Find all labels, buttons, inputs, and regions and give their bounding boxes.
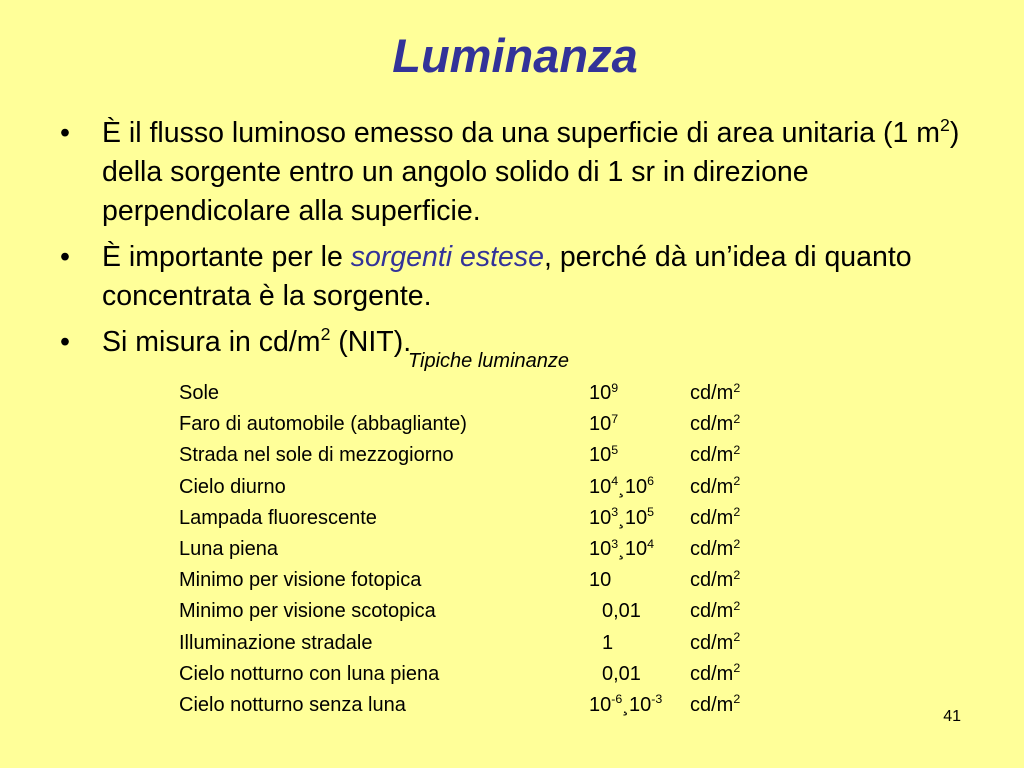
unit-base: cd/m bbox=[690, 569, 734, 592]
range-separator: ¸ bbox=[618, 537, 625, 560]
bullet-text: Si misura in cd/m bbox=[102, 326, 321, 358]
row-value bbox=[602, 596, 641, 627]
row-value bbox=[589, 565, 611, 596]
unit-exponent: 2 bbox=[733, 661, 741, 676]
row-unit bbox=[690, 472, 740, 503]
value-exponent: 7 bbox=[611, 411, 619, 426]
bullet-list bbox=[60, 114, 965, 362]
value-exponent: -3 bbox=[651, 692, 663, 707]
value-exponent: 4 bbox=[611, 474, 619, 489]
row-value bbox=[589, 409, 618, 440]
unit-base: cd/m bbox=[690, 537, 734, 560]
value-base: 10 bbox=[589, 413, 612, 436]
value-exponent: 6 bbox=[647, 474, 654, 489]
table-row bbox=[179, 659, 819, 690]
value-base: 10 bbox=[624, 475, 648, 498]
row-unit bbox=[690, 534, 740, 565]
row-label: Strada nel sole di mezzogiorno bbox=[179, 444, 454, 467]
unit-exponent: 2 bbox=[733, 630, 741, 645]
value-base: 10 bbox=[589, 537, 612, 560]
unit-base: cd/m bbox=[690, 444, 734, 467]
row-value bbox=[589, 503, 654, 534]
row-unit bbox=[690, 690, 740, 721]
unit-base: cd/m bbox=[690, 631, 734, 654]
row-value bbox=[589, 440, 618, 471]
unit-exponent: 2 bbox=[733, 442, 741, 457]
value-exponent: 3 bbox=[611, 505, 619, 520]
emphasis-text: sorgenti estese bbox=[350, 241, 544, 273]
table-row bbox=[179, 409, 819, 440]
value-base: 10 bbox=[589, 569, 612, 592]
row-label: Minimo per visione fotopica bbox=[179, 569, 422, 592]
row-unit bbox=[690, 409, 740, 440]
row-label: Cielo diurno bbox=[179, 475, 286, 498]
value-base: 10 bbox=[589, 382, 612, 404]
unit-base: cd/m bbox=[690, 662, 734, 685]
unit-exponent: 2 bbox=[733, 380, 741, 395]
row-unit bbox=[690, 378, 740, 409]
bullet-text: (NIT). bbox=[330, 326, 412, 358]
row-label: Luna piena bbox=[179, 537, 278, 560]
unit-exponent: 2 bbox=[733, 411, 741, 426]
slide-title: Luminanza bbox=[392, 29, 638, 82]
unit-base: cd/m bbox=[690, 475, 734, 498]
value-base: 0,01 bbox=[602, 662, 641, 685]
bullet-dot-icon: • bbox=[60, 326, 70, 358]
luminance-table bbox=[179, 378, 819, 721]
unit-exponent: 2 bbox=[733, 474, 741, 489]
value-exponent: 5 bbox=[611, 442, 619, 457]
table-row bbox=[179, 440, 819, 471]
table-row bbox=[179, 503, 819, 534]
table-row bbox=[179, 690, 819, 721]
unit-base: cd/m bbox=[690, 506, 734, 529]
value-exponent: 5 bbox=[647, 505, 654, 520]
value-base: 1 bbox=[602, 631, 614, 654]
row-unit bbox=[690, 503, 740, 534]
bullet-text: , perché dà un’idea di quanto concentrata è la sorgente. bbox=[102, 241, 912, 312]
superscript: 2 bbox=[320, 324, 331, 345]
range-separator: ¸ bbox=[618, 506, 625, 529]
value-base: 10 bbox=[624, 537, 648, 560]
table-row bbox=[179, 472, 819, 503]
row-label: Minimo per visione scotopica bbox=[179, 600, 436, 623]
bullet-item-importance bbox=[60, 238, 965, 316]
bullet-item-definition bbox=[60, 114, 965, 231]
row-unit bbox=[690, 440, 740, 471]
value-exponent: 4 bbox=[647, 536, 654, 551]
row-label: Sole bbox=[179, 382, 220, 404]
value-exponent: 9 bbox=[611, 380, 619, 395]
table-row bbox=[179, 534, 819, 565]
row-label: Cielo notturno senza luna bbox=[179, 693, 406, 716]
page-number: 41 bbox=[943, 708, 961, 725]
bullet-dot-icon: • bbox=[60, 241, 70, 273]
row-value bbox=[589, 378, 618, 409]
table-row bbox=[179, 628, 819, 659]
bullet-text: ) della sorgente entro un angolo solido di 1 sr in direzione perpendicolare alla superficie. bbox=[102, 117, 960, 227]
value-base: 0,01 bbox=[602, 600, 641, 623]
value-base: 10 bbox=[589, 475, 612, 498]
unit-exponent: 2 bbox=[733, 692, 741, 707]
value-exponent: 3 bbox=[611, 536, 619, 551]
unit-exponent: 2 bbox=[733, 567, 741, 582]
unit-base: cd/m bbox=[690, 693, 734, 716]
row-unit bbox=[690, 596, 740, 627]
row-label: Faro di automobile (abbagliante) bbox=[179, 413, 467, 436]
table-caption: Tipiche luminanze bbox=[408, 350, 570, 372]
value-base: 10 bbox=[589, 506, 612, 529]
row-label: Illuminazione stradale bbox=[179, 631, 373, 654]
row-value bbox=[589, 690, 662, 721]
value-exponent: -6 bbox=[611, 692, 623, 707]
row-unit bbox=[690, 565, 740, 596]
row-label: Cielo notturno con luna piena bbox=[179, 662, 440, 685]
unit-exponent: 2 bbox=[733, 598, 741, 613]
row-unit bbox=[690, 628, 740, 659]
superscript: 2 bbox=[940, 115, 950, 136]
value-base: 10 bbox=[589, 444, 612, 467]
table-row bbox=[179, 596, 819, 627]
value-base: 10 bbox=[628, 693, 652, 716]
bullet-text: È il flusso luminoso emesso da una superficie di area unitaria (1 m bbox=[102, 117, 940, 149]
range-separator: ¸ bbox=[622, 693, 629, 716]
bullet-dot-icon: • bbox=[60, 117, 70, 149]
value-base: 10 bbox=[589, 693, 612, 716]
row-value bbox=[602, 628, 613, 659]
value-base: 10 bbox=[624, 506, 648, 529]
row-value bbox=[589, 472, 654, 503]
table-row bbox=[179, 378, 819, 409]
unit-base: cd/m bbox=[690, 600, 734, 623]
unit-exponent: 2 bbox=[733, 536, 741, 551]
row-label: Lampada fluorescente bbox=[179, 506, 377, 529]
bullet-text: È importante per le bbox=[102, 241, 351, 273]
unit-base: cd/m bbox=[690, 382, 734, 404]
unit-exponent: 2 bbox=[733, 505, 741, 520]
range-separator: ¸ bbox=[618, 475, 625, 498]
table-row bbox=[179, 565, 819, 596]
row-value bbox=[602, 659, 641, 690]
unit-base: cd/m bbox=[690, 413, 734, 436]
row-unit bbox=[690, 659, 740, 690]
row-value bbox=[589, 534, 654, 565]
